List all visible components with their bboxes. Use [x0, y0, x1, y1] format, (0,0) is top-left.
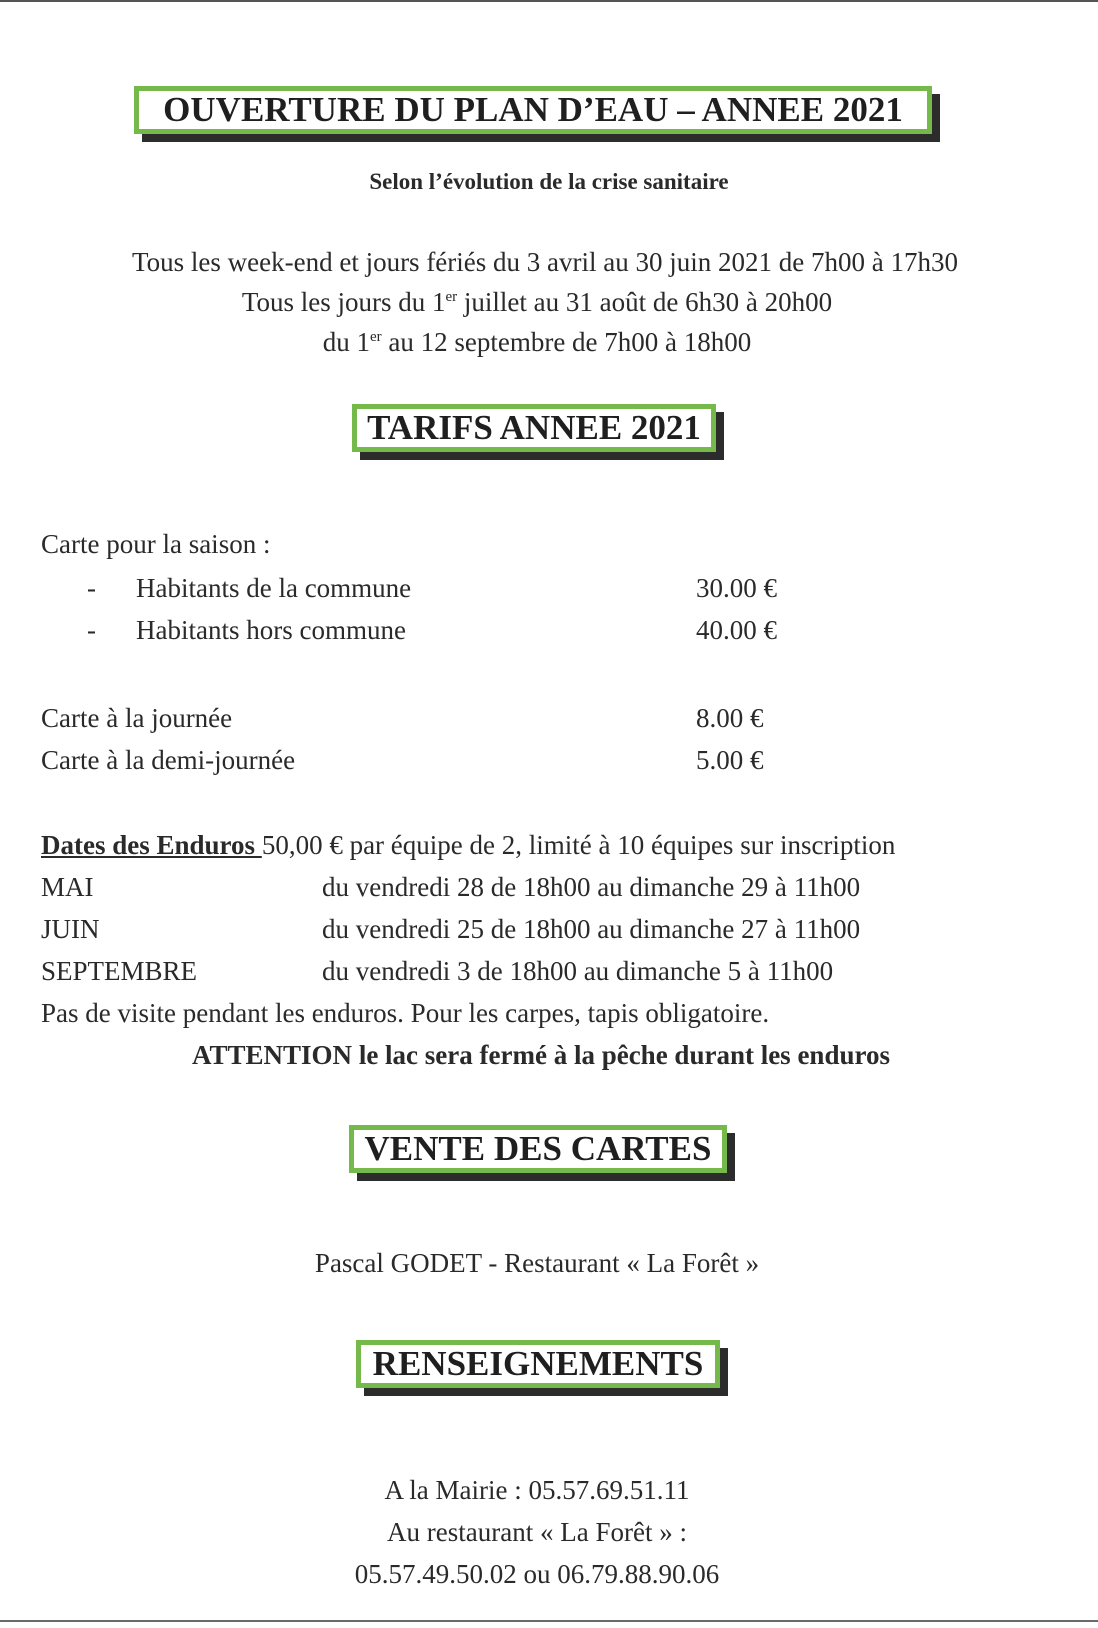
hours-line-1: Tous les week-end et jours fériés du 3 avril au 30 juin 2021 de 7h00 à 17h30: [132, 247, 958, 277]
enduro-month-septembre: SEPTEMBRE: [41, 956, 198, 986]
hours-line-2-sup: er: [445, 289, 458, 305]
vente-heading-box: [349, 1125, 727, 1173]
renseignements-heading-box: [356, 1340, 720, 1388]
restaurant-contact: Au restaurant « La Forêt » :: [387, 1517, 687, 1547]
hours-line-3-rest: au 12 septembre de 7h00 à 18h00: [381, 327, 752, 357]
halfday-card-label: Carte à la demi-journée: [41, 745, 296, 775]
season-item-1-label: Habitants de la commune: [136, 573, 412, 603]
tarifs-heading-box: [352, 404, 716, 452]
season-item-1-price: 30.00 €: [696, 573, 777, 603]
scan-top-edge: [0, 0, 1098, 2]
hours-line-2-rest: juillet au 31 août de 6h30 à 20h00: [457, 287, 833, 317]
page-title: OUVERTURE DU PLAN D’EAU – ANNEE 2021: [163, 90, 903, 129]
enduro-dates-mai: du vendredi 28 de 18h00 au dimanche 29 à 11h00: [322, 872, 861, 902]
title-box: [134, 86, 932, 134]
enduros-note: Pas de visite pendant les enduros. Pour les carpes, tapis obligatoire.: [41, 998, 770, 1028]
season-item-2-label: Habitants hors commune: [136, 615, 406, 645]
scan-bottom-edge: [0, 1620, 1098, 1622]
attention-notice: [0, 1039, 1090, 1071]
enduro-month-juin: JUIN: [41, 914, 100, 944]
subtitle: Selon l’évolution de la crise sanitaire: [369, 169, 729, 194]
attention-text: le lac sera fermé à la pêche durant les enduros: [352, 1040, 890, 1070]
enduro-month-mai: MAI: [41, 872, 94, 902]
enduro-dates-juin: du vendredi 25 de 18h00 au dimanche 27 à 11h00: [322, 914, 861, 944]
enduros-heading: Dates des Enduros: [41, 830, 262, 860]
hours-line-3-text: du 1: [322, 327, 370, 357]
enduros-details: 50,00 € par équipe de 2, limité à 10 équipes sur inscription: [261, 830, 896, 860]
hours-line-3: [0, 326, 1086, 358]
vente-text: Pascal GODET - Restaurant « La Forêt »: [314, 1248, 760, 1278]
enduro-dates-septembre: du vendredi 3 de 18h00 au dimanche 5 à 11h00: [322, 956, 834, 986]
enduros-header: [41, 829, 895, 861]
attention-label: ATTENTION: [192, 1040, 353, 1070]
day-card-label: Carte à la journée: [41, 703, 233, 733]
mairie-contact: A la Mairie : 05.57.69.51.11: [384, 1475, 690, 1505]
day-card-price: 8.00 €: [696, 703, 764, 733]
vente-heading: VENTE DES CARTES: [364, 1129, 712, 1168]
hours-line-2: [0, 286, 1086, 318]
halfday-card-price: 5.00 €: [696, 745, 764, 775]
restaurant-phones: 05.57.49.50.02 ou 06.79.88.90.06: [354, 1559, 720, 1589]
season-bullet-2: -: [87, 615, 96, 645]
season-bullet-1: -: [87, 573, 96, 603]
hours-line-2-text: Tous les jours du 1: [241, 287, 446, 317]
tarifs-heading: TARIFS ANNEE 2021: [367, 408, 701, 447]
renseignements-heading: RENSEIGNEMENTS: [372, 1344, 704, 1383]
season-card-label: Carte pour la saison :: [41, 529, 271, 559]
hours-line-3-sup: er: [369, 329, 382, 345]
season-item-2-price: 40.00 €: [696, 615, 777, 645]
